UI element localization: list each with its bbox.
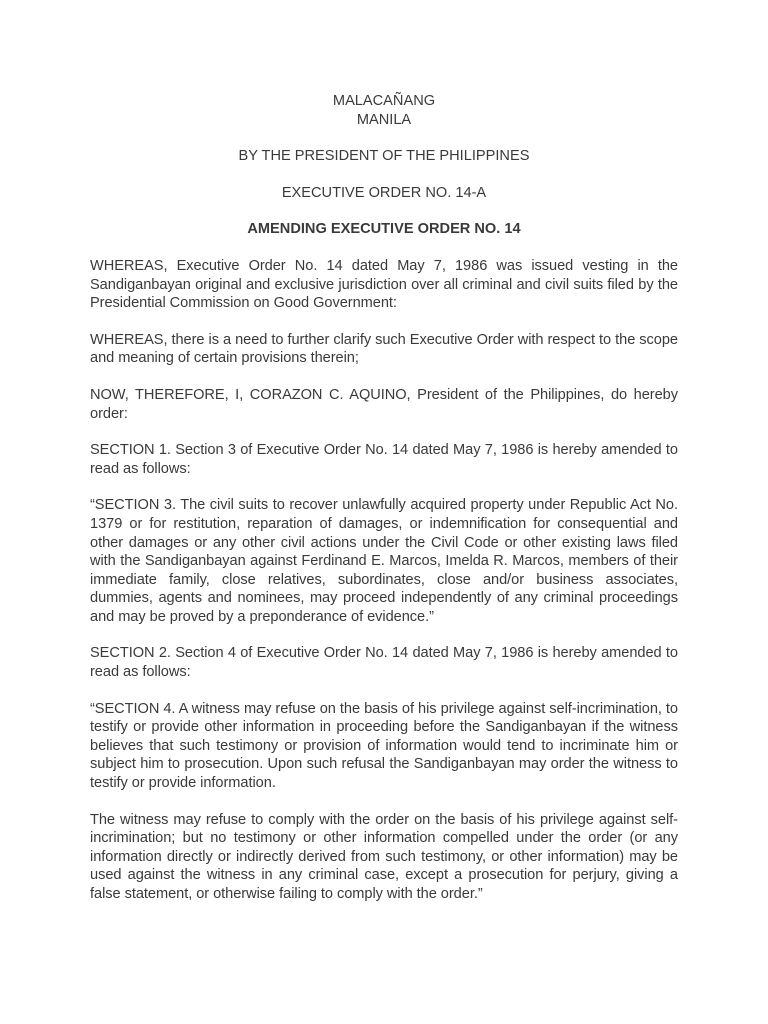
header-executive-order-number: EXECUTIVE ORDER NO. 14-A [281,184,487,201]
header-malacanang: MALACAÑANG [332,93,436,109]
header-manila: MANILA [356,111,412,128]
document-page [90,92,678,904]
header-by-the-president: BY THE PRESIDENT OF THE PHILIPPINES [238,148,530,165]
paragraph-now-therefore: NOW, THEREFORE, I, CORAZON C. AQUINO, President of the Philippines, do hereby order: [90,386,678,422]
document-title: AMENDING EXECUTIVE ORDER NO. 14 [247,221,521,238]
paragraph-section-2: SECTION 2. Section 4 of Executive Order No. 14 dated May 7, 1986 is hereby amended to read as follows: [90,645,678,681]
paragraph-section-4-quote: “SECTION 4. A witness may refuse on the basis of his privilege against self-incrimination, to testify or provide other information in proceeding before the Sandiganbayan if the witness believes that such testimony or provision of information would tend to incriminate him or subject him to prosecution. Upon such refusal the Sandiganbayan may order the witness to testify or provide information. [90,700,678,792]
paragraph-whereas-2: WHEREAS, there is a need to further clarify such Executive Order with respect to the scope and meaning of certain provisions therein; [90,331,678,367]
paragraph-section-1: SECTION 1. Section 3 of Executive Order No. 14 dated May 7, 1986 is hereby amended to read as follows: [90,442,678,477]
paragraph-whereas-1: WHEREAS, Executive Order No. 14 dated May 7, 1986 was issued vesting in the Sandiganbayan original and exclusive jurisdiction over all criminal and civil suits filed by the Presidential Commission on Good Government: [90,257,678,312]
paragraph-section-3-quote: “SECTION 3. The civil suits to recover unlawfully acquired property under Republic Act No. 1379 or for restitution, reparation of damages, or indemnification for consequential and other damages or any other civil actions under the Civil Code or other existing laws filed with the Sandiganbayan against Ferdinand E. Marcos, Imelda R. Marcos, members of their immediate family, close relatives, subordinates, close and/or business associates, dummies, agents and nominees, may proceed independently of any criminal proceedings and may be proved by a preponderance of evidence.” [90,497,678,625]
paragraph-witness-refusal: The witness may refuse to comply with the order on the basis of his privilege against self-incrimination; but no testimony or other information compelled under the order (or any information directly or indirectly derived from such testimony, or other information) may be used against the witness in any criminal case, except a prosecution for perjury, giving a false statement, or otherwise failing to comply with the order.” [90,811,678,902]
